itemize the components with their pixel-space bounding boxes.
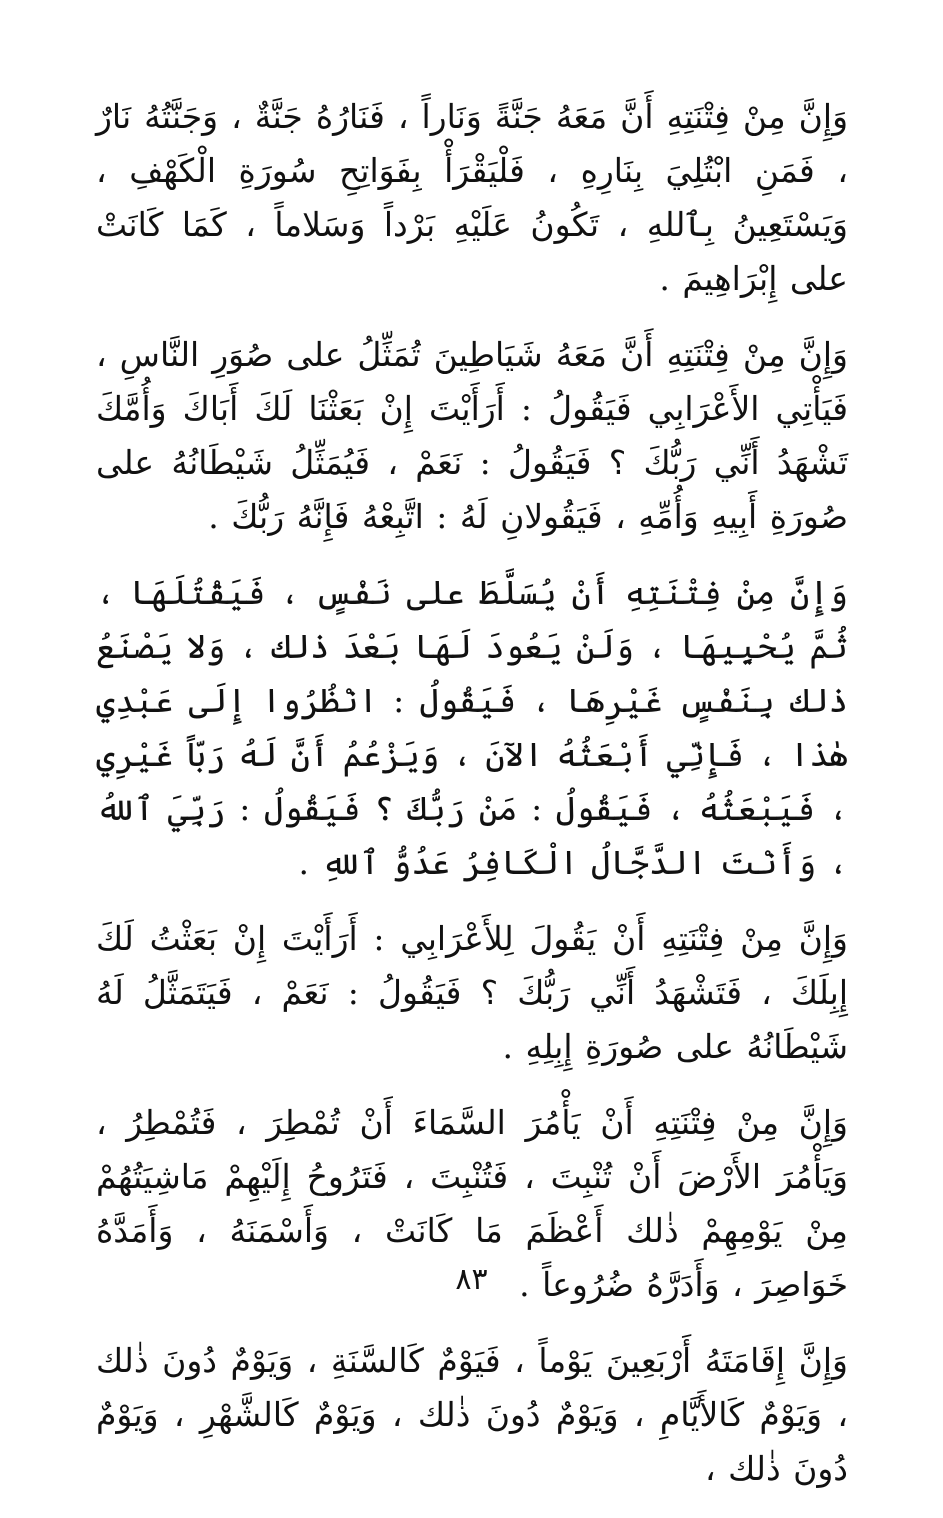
paragraph-4: وَإِنَّ مِنْ فِتْنَتِهِ أَنْ يَقُولَ لِلأَعْرَابِي : أَرَأَيْتَ إِنْ بَعَثْتُ لَكَ إِبِلَكَ ، فَتَشْهَدُ أَنِّي رَبُّكَ ؟ فَيَقُولُ : نَعَمْ ، فَيَتَمَثَّلُ لَهُ شَيْطَانُهُ على صُورَةِ إِبِلِهِ .	[96, 919, 848, 1066]
paragraph-1: وَإِنَّ مِنْ فِتْنَتِهِ أَنَّ مَعَهُ جَنَّةً وَنَاراً ، فَنَارُهُ جَنَّةٌ ، وَجَنَّتُهُ نَارٌ ، فَمَنِ ابْتُلِيَ بِنَارِهِ ، فَلْيَقْرَأْ بِفَوَاتِحِ سُورَةِ الْكَهْفِ ، وَيَسْتَعِينُ بِٱللهِ ، تَكُونُ عَلَيْهِ بَرْداً وَسَلاماً ، كَمَا كَانَتْ على إِبْرَاهِيمَ .	[96, 97, 848, 298]
paragraph-3: وَإِنَّ مِنْ فِتْنَتِهِ أَنْ يُسَلَّطَ على نَفْسٍ ، فَيَقْتُلَهَا ، ثُمَّ يُحْيِيهَا ، وَلَنْ يَعُودَ لَهَا بَعْدَ ذٰلك ، وَلا يَصْنَعُ ذٰلك بِنَفْسٍ غَيْرِهَا ، فَيَقُولُ : انْظُرُوا إِلَى عَبْدِي هٰذا ، فَإِنِّي أَبْعَثُهُ الآنَ ، وَيَزْعُمُ أَنَّ لَهُ رَبّاً غَيْرِي ، فَيَبْعَثُهُ ، فَيَقُولُ : مَنْ رَبُّكَ ؟ فَيَقُولُ : رَبِّيَ ٱللهُ ، وَأَنْتَ الدَّجَّالُ الْكَافِرُ عَدُوُّ ٱللهِ .	[96, 573, 848, 882]
page-number: ٨٣	[455, 1262, 488, 1297]
paragraph-2: وَإِنَّ مِنْ فِتْنَتِهِ أَنَّ مَعَهُ شَيَاطِينَ تُمَثِّلُ على صُوَرِ النَّاسِ ، فَيَأْتِي الأَعْرَابِي فَيَقُولُ : أَرَأَيْتَ إِنْ بَعَثْنَا لَكَ أَبَاكَ وَأُمَّكَ تَشْهَدُ أَنِّي رَبُّكَ ؟ فَيَقُولُ : نَعَمْ ، فَيُمَثِّلُ شَيْطَانُهُ على صُورَةِ أَبِيهِ وَأُمِّهِ ، فَيَقُولانِ لَهُ : اتَّبِعْهُ فَإِنَّهُ رَبُّكَ .	[96, 335, 848, 536]
page-body	[96, 90, 848, 1518]
paragraph-6: وَإِنَّ إِقَامَتَهُ أَرْبَعِينَ يَوْماً ، فَيَوْمٌ كَالسَّنَةِ ، وَيَوْمٌ دُونَ ذٰلك ، وَيَوْمٌ كَالأَيَّامِ ، وَيَوْمٌ دُونَ ذٰلك ، وَيَوْمٌ كَالشَّهْرِ ، وَيَوْمٌ دُونَ ذٰلك ،	[96, 1341, 848, 1488]
paragraph-5: وَإِنَّ مِنْ فِتْنَتِهِ أَنْ يَأْمُرَ السَّمَاءَ أَنْ تُمْطِرَ ، فَتُمْطِرُ ، وَيَأْمُرَ الأَرْضَ أَنْ تُنْبِتَ ، فَتُنْبِتَ ، فَتَرُوحُ إِلَيْهِمْ مَاشِيَتُهُمْ مِنْ يَوْمِهِمْ ذٰلك أَعْظَمَ مَا كَانَتْ ، وَأَسْمَنَهُ ، وَأَمَدَّهُ خَوَاصِرَ ، وَأَدَرَّهُ ضُرُوعاً .	[96, 1103, 848, 1304]
